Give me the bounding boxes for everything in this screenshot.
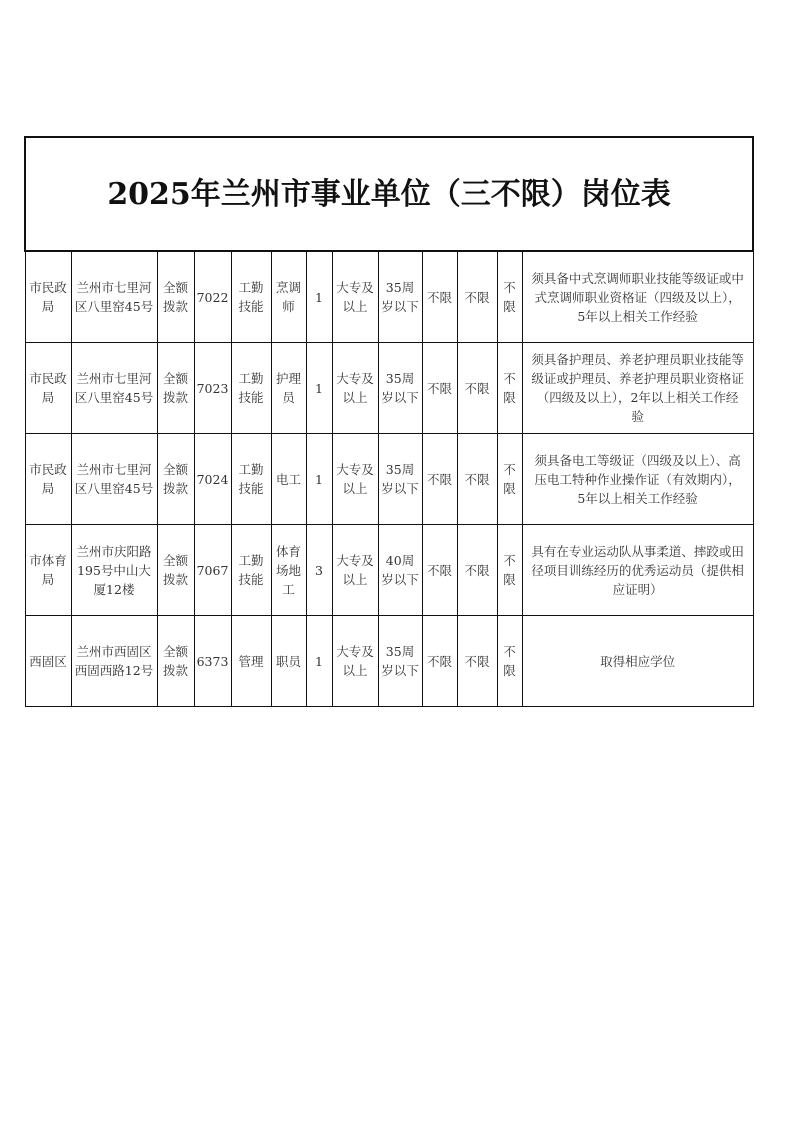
cell-funding: 全额拨款 xyxy=(157,343,194,434)
table-row xyxy=(25,434,753,525)
cell-age: 40周岁以下 xyxy=(378,525,422,616)
cell-limit-3: 不限 xyxy=(497,251,522,343)
cell-education: 大专及以上 xyxy=(332,616,378,707)
cell-position: 护理员 xyxy=(271,343,306,434)
cell-address: 兰州市西固区西固西路12号 xyxy=(71,616,157,707)
cell-limit-3: 不限 xyxy=(497,525,522,616)
cell-age: 35周岁以下 xyxy=(378,251,422,343)
job-position-table xyxy=(24,136,754,707)
cell-limit-2: 不限 xyxy=(457,434,497,525)
cell-category: 工勤技能 xyxy=(231,251,271,343)
cell-code: 7022 xyxy=(194,251,231,343)
cell-requirement: 须具备电工等级证（四级及以上）、高压电工特种作业操作证（有效期内），5年以上相关工作经验 xyxy=(522,434,753,525)
cell-unit: 市民政局 xyxy=(25,251,71,343)
cell-education: 大专及以上 xyxy=(332,251,378,343)
cell-count: 1 xyxy=(306,434,332,525)
cell-address: 兰州市七里河区八里窑45号 xyxy=(71,343,157,434)
cell-count: 1 xyxy=(306,251,332,343)
cell-unit: 市民政局 xyxy=(25,434,71,525)
cell-requirement: 取得相应学位 xyxy=(522,616,753,707)
cell-category: 工勤技能 xyxy=(231,343,271,434)
table-title: 2025年兰州市事业单位（三不限）岗位表 xyxy=(25,137,753,251)
cell-code: 6373 xyxy=(194,616,231,707)
job-table-sheet xyxy=(24,136,752,707)
cell-code: 7024 xyxy=(194,434,231,525)
cell-category: 工勤技能 xyxy=(231,434,271,525)
cell-address: 兰州市庆阳路195号中山大厦12楼 xyxy=(71,525,157,616)
table-row xyxy=(25,251,753,343)
cell-address: 兰州市七里河区八里窑45号 xyxy=(71,251,157,343)
cell-limit-2: 不限 xyxy=(457,616,497,707)
cell-funding: 全额拨款 xyxy=(157,434,194,525)
table-row xyxy=(25,525,753,616)
cell-limit-1: 不限 xyxy=(422,251,457,343)
cell-age: 35周岁以下 xyxy=(378,616,422,707)
table-row xyxy=(25,616,753,707)
cell-limit-2: 不限 xyxy=(457,525,497,616)
cell-category: 工勤技能 xyxy=(231,525,271,616)
cell-funding: 全额拨款 xyxy=(157,616,194,707)
cell-funding: 全额拨款 xyxy=(157,251,194,343)
cell-category: 管理 xyxy=(231,616,271,707)
cell-limit-3: 不限 xyxy=(497,343,522,434)
cell-code: 7067 xyxy=(194,525,231,616)
cell-limit-1: 不限 xyxy=(422,525,457,616)
cell-age: 35周岁以下 xyxy=(378,343,422,434)
cell-count: 3 xyxy=(306,525,332,616)
cell-count: 1 xyxy=(306,343,332,434)
cell-funding: 全额拨款 xyxy=(157,525,194,616)
table-row xyxy=(25,343,753,434)
cell-unit: 市体育局 xyxy=(25,525,71,616)
cell-education: 大专及以上 xyxy=(332,434,378,525)
cell-education: 大专及以上 xyxy=(332,525,378,616)
cell-limit-3: 不限 xyxy=(497,616,522,707)
cell-unit: 西固区 xyxy=(25,616,71,707)
cell-education: 大专及以上 xyxy=(332,343,378,434)
cell-limit-2: 不限 xyxy=(457,343,497,434)
cell-age: 35周岁以下 xyxy=(378,434,422,525)
cell-limit-1: 不限 xyxy=(422,434,457,525)
cell-limit-3: 不限 xyxy=(497,434,522,525)
cell-count: 1 xyxy=(306,616,332,707)
cell-position: 电工 xyxy=(271,434,306,525)
cell-requirement: 须具备护理员、养老护理员职业技能等级证或护理员、养老护理员职业资格证（四级及以上），2年以上相关工作经验 xyxy=(522,343,753,434)
cell-code: 7023 xyxy=(194,343,231,434)
cell-unit: 市民政局 xyxy=(25,343,71,434)
cell-position: 烹调师 xyxy=(271,251,306,343)
cell-position: 体育场地工 xyxy=(271,525,306,616)
cell-limit-2: 不限 xyxy=(457,251,497,343)
cell-limit-1: 不限 xyxy=(422,616,457,707)
cell-requirement: 须具备中式烹调师职业技能等级证或中式烹调师职业资格证（四级及以上），5年以上相关工作经验 xyxy=(522,251,753,343)
cell-position: 职员 xyxy=(271,616,306,707)
cell-limit-1: 不限 xyxy=(422,343,457,434)
cell-requirement: 具有在专业运动队从事柔道、摔跤或田径项目训练经历的优秀运动员（提供相应证明） xyxy=(522,525,753,616)
cell-address: 兰州市七里河区八里窑45号 xyxy=(71,434,157,525)
